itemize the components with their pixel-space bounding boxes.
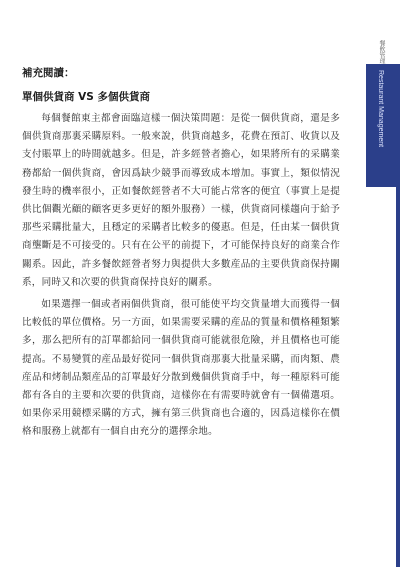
article-subheading: 單個供貨商 VS 多個供貨商 [22,91,150,103]
article [22,66,340,446]
chapter-label: 餐飲管理 [378,40,385,64]
paragraph-2: 如果選擇一個或者兩個供貨商，很可能使平均交貨量增大而獲得一個比較低的單位價格。另一方面，如果需要采購的産品的質量和價格種類繁多，那么把所有的訂單都給同一個供貨商可能就很危險，并且價格也可能提高。不易變質的産品最好從同一個供貨商那裏大批量采購，而肉類、農産品和烤制品類産品的訂單最好分散到幾個供貨商手中，每一種原料可能都有各自的主要和次要的供貨商，這樣你在有需要時就會有一個備選項。如果你采用競標采購的方式，擁有第三供貨商也合適的，因爲這樣你在價格和服務上就都有一個自由充分的選擇余地。 [22,299,340,438]
side-rule [366,186,400,567]
side-bar-text: Restaurant Management [377,70,384,148]
side-bar [366,64,400,186]
supplement-heading: 補充閱讀： [22,67,75,79]
side-tab [364,0,400,569]
paragraph-1: 每個餐館東主都會面臨這樣一個決策問題：是從一個供貨商，還是多個供貨商那裏采購原料。一般來說，供貨商越多，花費在預訂、收貨以及支付賬單上的時間就越多。但是，許多經營者擔心，如果將所有的采購業務都給一個供貨商，會因爲缺少競爭而導致成本增加。事實上，類似情況發生時的機率很小，正如餐飲經營者不大可能占常客的便宜（事實上是提供比個觀光顧的顧客更多更好的額外服務）一樣，供貨商同樣趨向于給予那些采購批量大，且穩定的采購者比較多的優惠。但是，任由某一個供貨商壟斷是不可接受的。只有在公平的前提下，才可能保持良好的商業合作關系。因此，許多餐飲經營者努力與提供大多數産品的主要供貨商保持關系，同時又和次要的供貨商保持良好的關系。 [22,113,340,288]
